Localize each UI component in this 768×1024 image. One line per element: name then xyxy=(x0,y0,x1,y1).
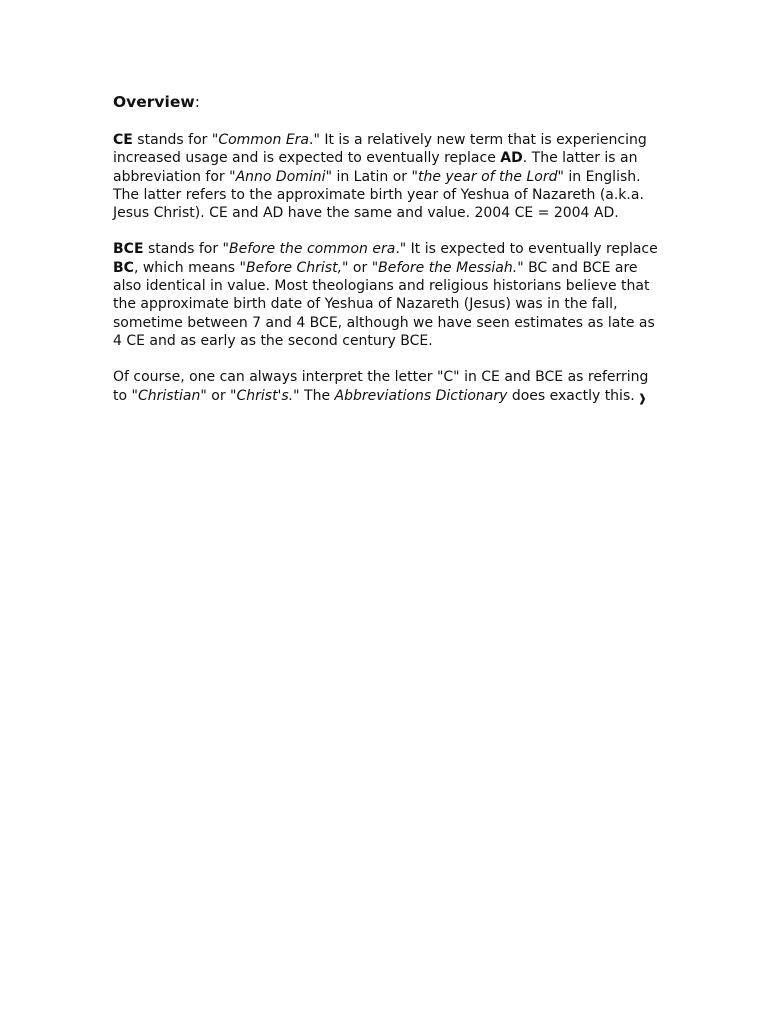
text-span: , which means " xyxy=(133,259,246,276)
end-mark-icon: ❱ xyxy=(637,391,647,405)
text-span: " or " xyxy=(342,259,379,276)
paragraph-interpretation xyxy=(113,368,658,408)
term-common-era: Common Era xyxy=(218,132,309,148)
term-bce: BCE xyxy=(113,241,144,258)
term-ce: CE xyxy=(113,132,133,148)
term-before-common-era: Before the common era xyxy=(228,241,396,258)
text-span: " BC and BCE are also identical in value. Most theologians and religious historians believe that the approximate birth date of Yeshua of Nazareth (Jesus) was in the fall, sometime between 7 and 4 BCE, although we have seen estimates as late as 4 CE and as early as the second century BCE. xyxy=(113,259,655,349)
term-year-of-the-lord: the year of the Lord xyxy=(417,168,558,185)
term-christs: Christ's. xyxy=(236,387,294,404)
text-span: stands for " xyxy=(132,132,219,148)
term-before-the-messiah: Before the Messiah. xyxy=(378,259,518,276)
text-span: " or " xyxy=(200,387,237,404)
heading-colon: : xyxy=(194,93,200,111)
term-bc: BC xyxy=(113,259,134,276)
text-span: Of course, one can always interpret the letter "C" in CE and BCE as referring to " xyxy=(113,369,649,404)
heading-title: Overview xyxy=(113,93,195,111)
text-span: ." It is a relatively new term that is experiencing increased usage and is expected to eventually replace xyxy=(113,132,647,167)
text-span: . The latter is an abbreviation for " xyxy=(113,150,638,185)
section-heading xyxy=(113,92,658,112)
document-body xyxy=(113,92,658,426)
text-span: ." It is expected to eventually replace xyxy=(395,241,658,258)
text-span: stands for " xyxy=(143,241,229,258)
text-span: " in English. The latter refers to the approximate birth year of Yeshua of Nazareth (a.k.a. Jesus Christ). CE and AD have the same and value. 2004 CE = 2004 AD. xyxy=(113,168,644,222)
term-ad: AD xyxy=(500,150,523,167)
term-christian: Christian xyxy=(137,387,201,404)
paragraph-ce xyxy=(113,131,658,222)
term-before-christ: Before Christ, xyxy=(245,259,343,276)
text-span: does exactly this. xyxy=(507,387,635,404)
term-anno-domini: Anno Domini xyxy=(235,168,326,185)
term-abbreviations-dictionary: Abbreviations Dictionary xyxy=(334,387,508,404)
text-span: " The xyxy=(293,387,335,404)
text-span: " in Latin or " xyxy=(325,168,418,185)
paragraph-bce xyxy=(113,240,658,350)
